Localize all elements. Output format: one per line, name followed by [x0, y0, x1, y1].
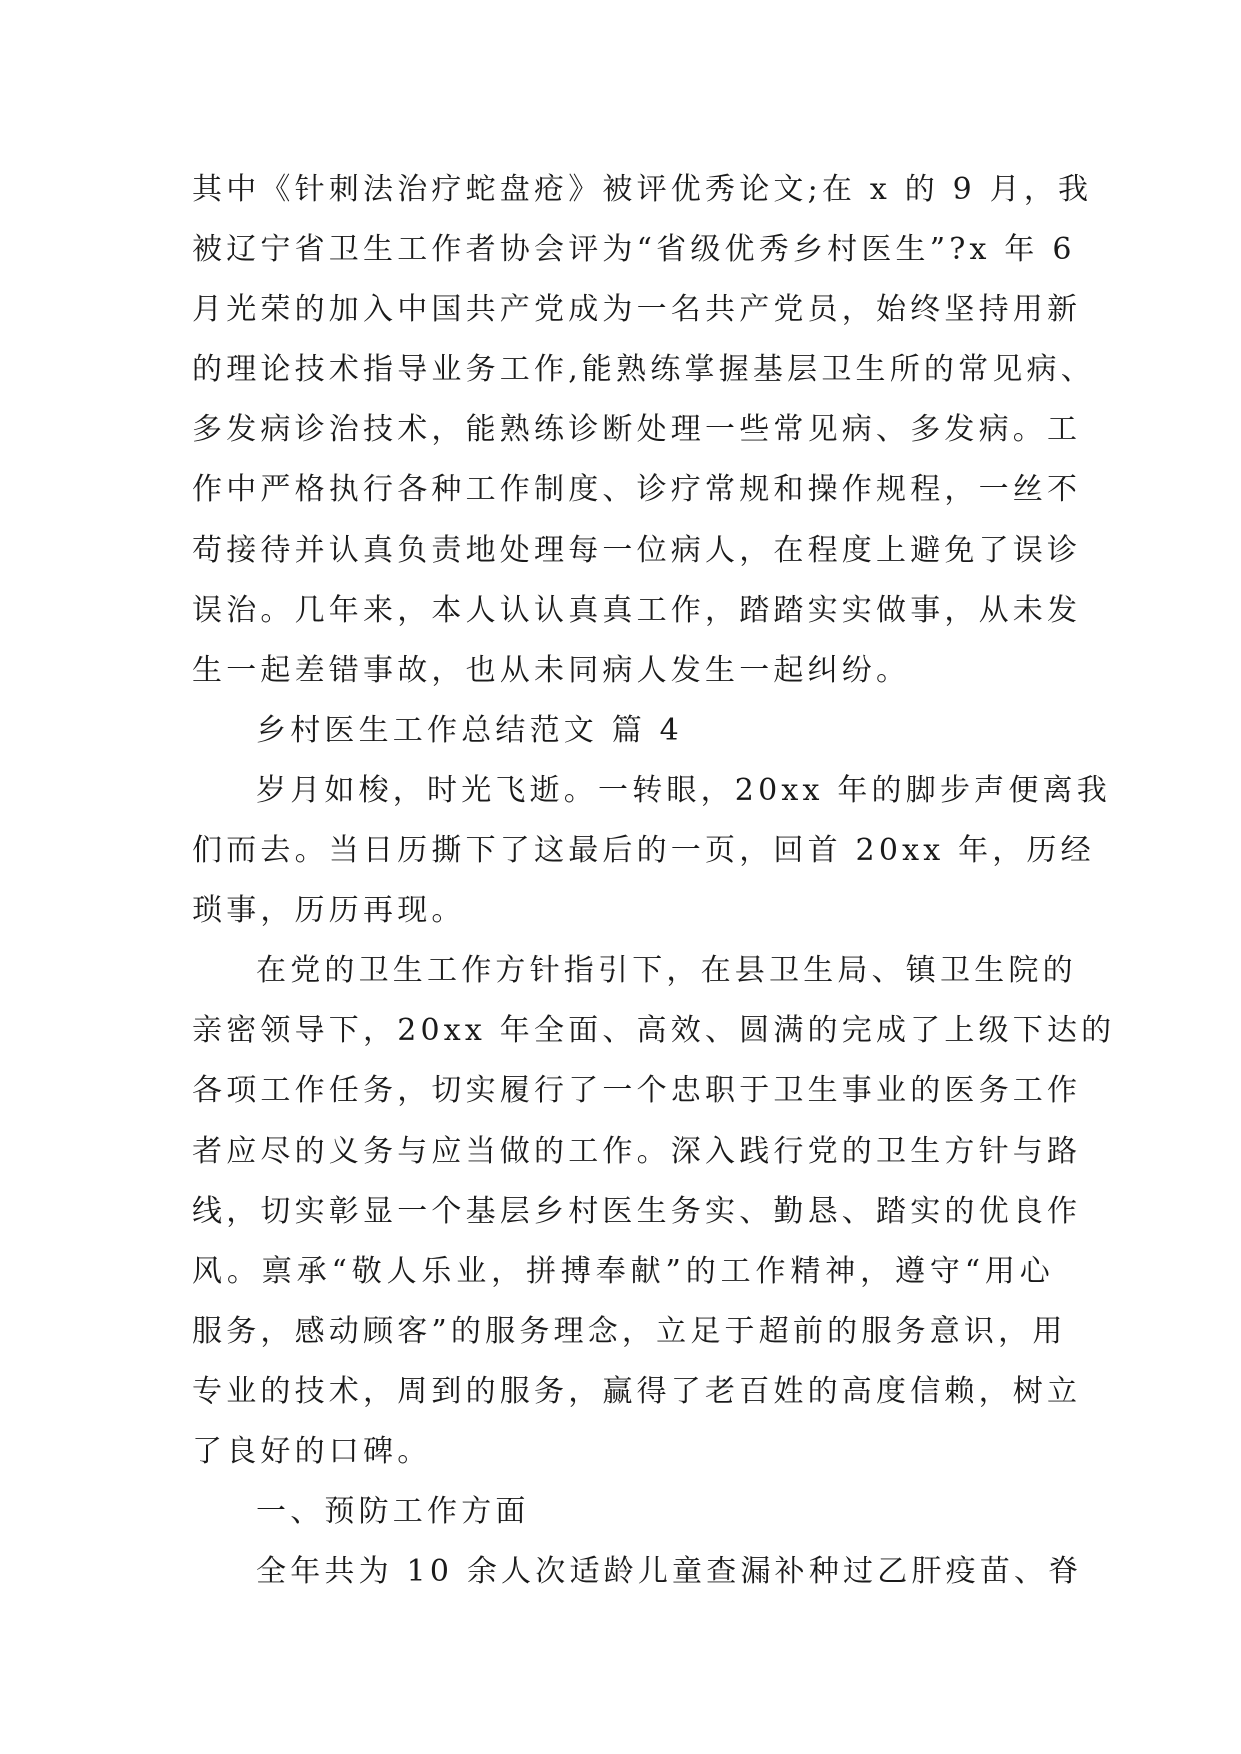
text-line: 亲密领导下，20xx 年全面、高效、圆满的完成了上级下达的: [192, 1013, 1116, 1049]
text-line: 误治。几年来，本人认认真真工作，踏踏实实做事，从未发: [192, 592, 1082, 628]
subsection-heading: 一、预防工作方面: [256, 1494, 530, 1530]
text-line: 了良好的口碑。: [192, 1433, 432, 1469]
text-line: 被辽宁省卫生工作者协会评为“省级优秀乡村医生”?x 年 6: [192, 232, 1076, 268]
document-body: [192, 160, 1116, 1602]
text-line: 多发病诊治技术，能熟练诊断处理一些常见病、多发病。工: [192, 412, 1082, 448]
text-line: 服务，感动顾客”的服务理念，立足于超前的服务意识，用: [192, 1313, 1067, 1349]
text-line: 生一起差错事故，也从未同病人发生一起纠纷。: [192, 652, 911, 688]
text-line: 月光荣的加入中国共产党成为一名共产党员，始终坚持用新: [192, 292, 1082, 328]
text-line: 其中《针刺法治疗蛇盘疮》被评优秀论文;在 x 的 9 月，我: [192, 172, 1093, 207]
text-line: 专业的技术，周到的服务，赢得了老百姓的高度信赖，树立: [192, 1373, 1082, 1409]
text-line: 作中严格执行各种工作制度、诊疗常规和操作规程，一丝不: [192, 472, 1082, 508]
text-line: 风。禀承“敬人乐业，拼搏奉献”的工作精神，遵守“用心: [192, 1253, 1054, 1289]
text-line: 线，切实彰显一个基层乡村医生务实、勤恳、踏实的优良作: [192, 1193, 1082, 1229]
paragraph-first-line: 岁月如梭，时光飞逝。一转眼，20xx 年的脚步声便离我: [256, 772, 1111, 808]
text-line: 各项工作任务，切实履行了一个忠职于卫生事业的医务工作: [192, 1073, 1082, 1109]
text-line: 苟接待并认真负责地处理每一位病人，在程度上避免了误诊: [192, 532, 1082, 568]
text-line: 者应尽的义务与应当做的工作。深入践行党的卫生方针与路: [192, 1133, 1082, 1169]
paragraph-first-line: 全年共为 10 余人次适龄儿童查漏补种过乙肝疫苗、脊: [256, 1554, 1083, 1590]
text-line: 们而去。当日历撕下了这最后的一页，回首 20xx 年，历经: [192, 833, 1095, 869]
text-line: 的理论技术指导业务工作,能熟练掌握基层卫生所的常见病、: [192, 352, 1095, 388]
section-heading: 乡村医生工作总结范文 篇 4: [256, 712, 683, 748]
text-line: 琐事，历历再现。: [192, 893, 466, 929]
paragraph-first-line: 在党的卫生工作方针指引下，在县卫生局、镇卫生院的: [256, 953, 1077, 989]
